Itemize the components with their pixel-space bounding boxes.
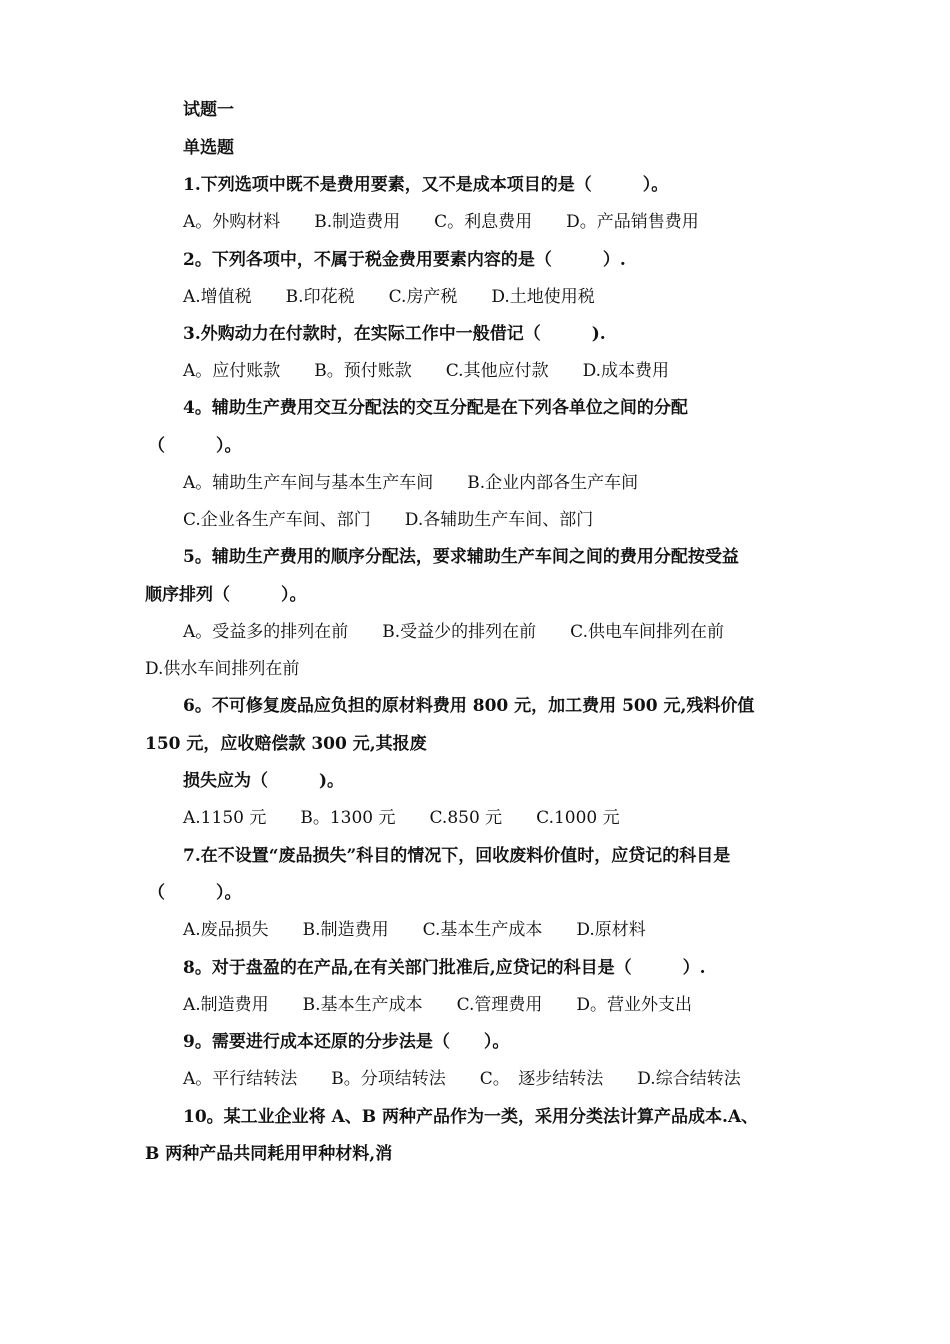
question-4-line-1: 4。辅助生产费用交互分配法的交互分配是在下列各单位之间的分配	[183, 398, 688, 418]
question-7-options: A.废品损失 B.制造费用 C.基本生产成本 D.原材料	[183, 920, 646, 940]
question-6-line-1: 6。不可修复废品应负担的原材料费用 800 元，加工费用 500 元,残料价值	[183, 696, 755, 716]
question-2-options: A.增值税 B.印花税 C.房产税 D.土地使用税	[183, 287, 595, 307]
question-9: 9。需要进行成本还原的分步法是（ ）。	[183, 1032, 510, 1052]
question-4-options-2: C.企业各生产车间、部门 D.各辅助生产车间、部门	[183, 510, 594, 530]
question-7-line-2: （ ）。	[148, 883, 242, 903]
section-heading: 单选题	[183, 138, 234, 158]
question-8-options: A.制造费用 B.基本生产成本 C.管理费用 D。营业外支出	[183, 995, 693, 1015]
question-4-options-1: A。辅助生产车间与基本生产车间 B.企业内部各生产车间	[183, 473, 639, 493]
question-4-line-2: （ ）。	[148, 436, 242, 456]
question-6-line-2: 150 元，应收赔偿款 300 元,其报废	[145, 734, 427, 754]
question-10-line-1: 10。某工业企业将 A、B 两种产品作为一类，采用分类法计算产品成本.A、	[183, 1107, 759, 1127]
question-1: 1.下列选项中既不是费用要素，又不是成本项目的是（ ）。	[183, 175, 669, 195]
question-3-options: A。应付账款 B。预付账款 C.其他应付款 D.成本费用	[183, 361, 670, 381]
question-10-line-2: B 两种产品共同耗用甲种材料,消	[145, 1144, 393, 1164]
document-title: 试题一	[183, 100, 234, 120]
question-3: 3.外购动力在付款时，在实际工作中一般借记（ ).	[183, 324, 606, 344]
question-5-line-2: 顺序排列（ ）。	[145, 585, 307, 605]
question-5-options-1: A。受益多的排列在前 B.受益少的排列在前 C.供电车间排列在前	[183, 622, 724, 642]
question-8: 8。对于盘盈的在产品,在有关部门批准后,应贷记的科目是（ ）.	[183, 958, 706, 978]
question-2: 2。下列各项中，不属于税金费用要素内容的是（ ）.	[183, 250, 626, 270]
question-9-options: A。平行结转法 B。分项结转法 C。 逐步结转法 D.综合结转法	[183, 1069, 741, 1089]
question-7-line-1: 7.在不设置“废品损失”科目的情况下，回收废料价值时，应贷记的科目是	[183, 846, 731, 866]
question-6-options: A.1150 元 B。1300 元 C.850 元 C.1000 元	[183, 808, 620, 828]
question-5-options-2: D.供水车间排列在前	[145, 659, 300, 679]
question-6-line-3: 损失应为（ )。	[183, 771, 345, 791]
question-5-line-1: 5。辅助生产费用的顺序分配法，要求辅助生产车间之间的费用分配按受益	[183, 547, 739, 567]
question-1-options: A。外购材料 B.制造费用 C。利息费用 D。产品销售费用	[183, 212, 699, 232]
